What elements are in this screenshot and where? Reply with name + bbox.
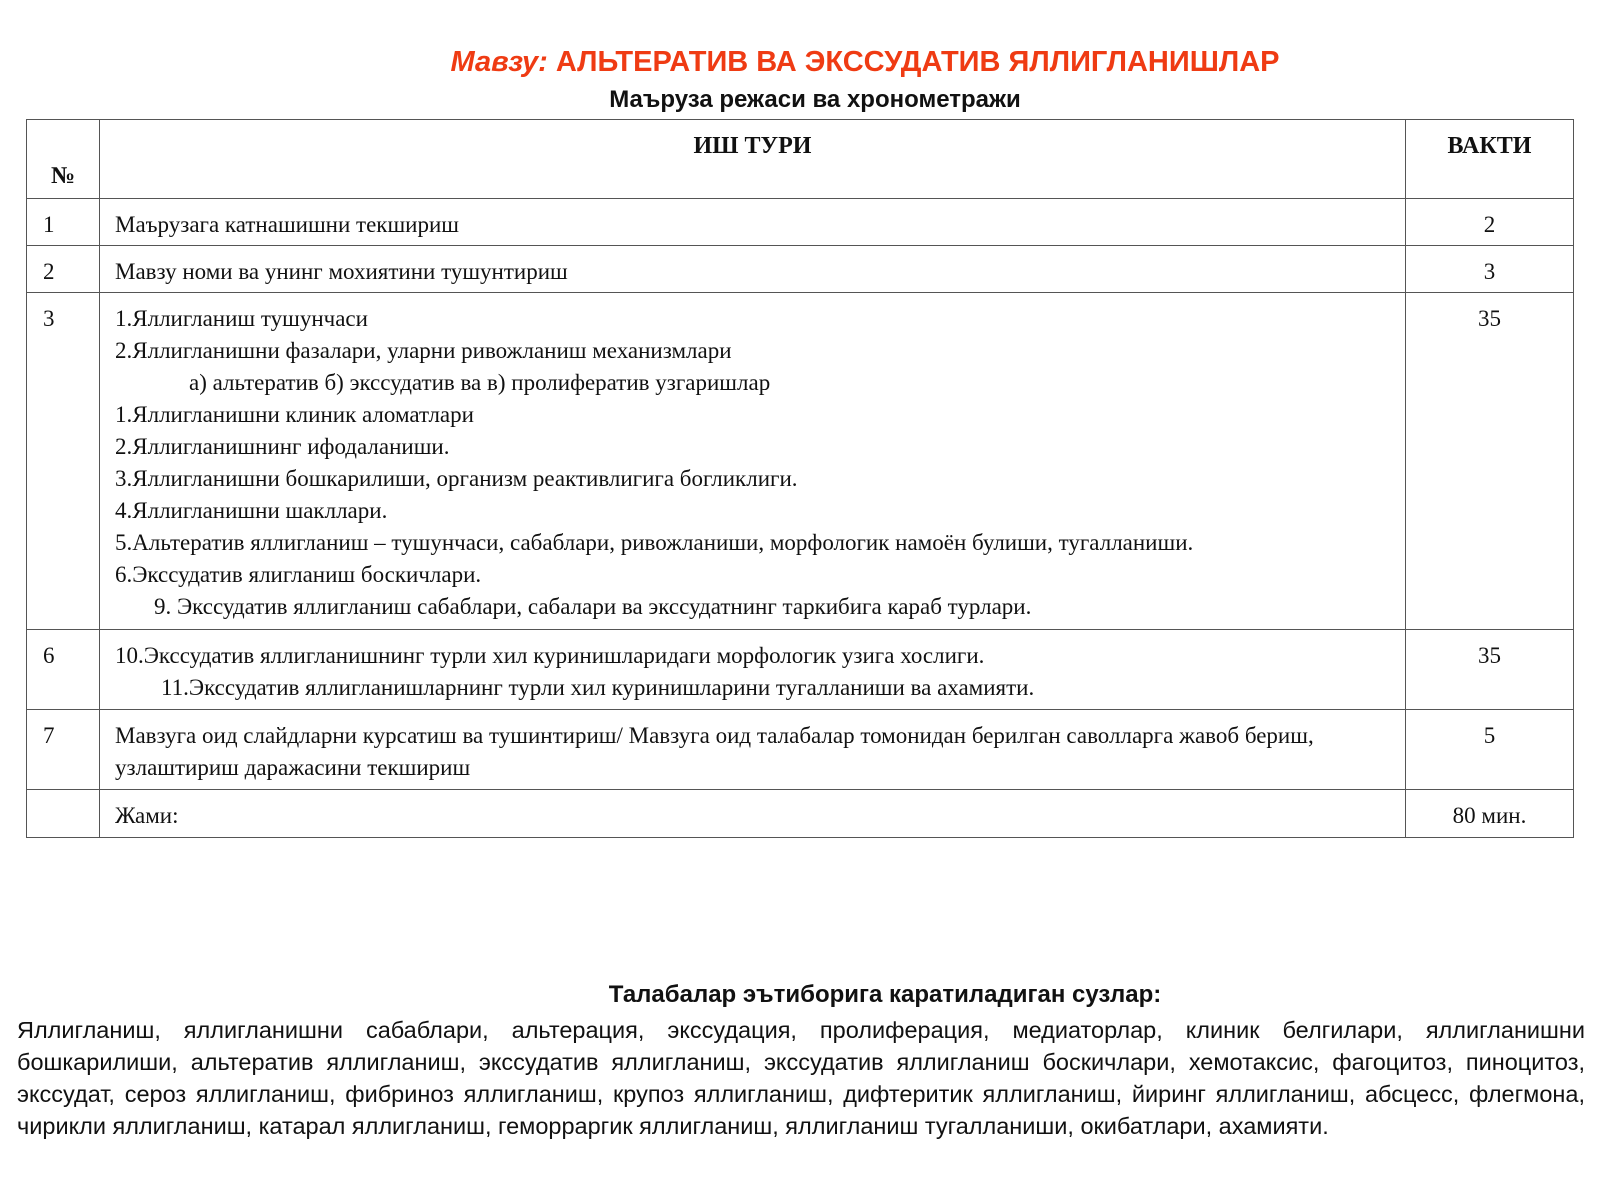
- work-line: Жами:: [115, 803, 179, 828]
- work-line: 4.Яллигланишни шакллари.: [115, 498, 388, 523]
- row-num: 6: [27, 630, 100, 710]
- page-title: [0, 46, 1600, 79]
- work-line: 1.Яллигланишни клиник аломатлари: [115, 402, 474, 427]
- row-num: 2: [27, 246, 100, 293]
- header-time: ВАКТИ: [1406, 120, 1574, 199]
- row-work: [100, 199, 1406, 246]
- glossary-title: Талабалар эътиборига каратиладиган сузлар:: [608, 981, 1162, 1008]
- row-num: 3: [27, 293, 100, 630]
- table-total-row: [27, 790, 1574, 838]
- total-time: 80 мин.: [1406, 790, 1574, 838]
- row-work: [100, 246, 1406, 293]
- work-line: Маърузага катнашишни текшириш: [115, 212, 460, 237]
- work-line: 2.Яллигланишнинг ифодаланиши.: [115, 434, 450, 459]
- title-main: АЛЬТЕРАТИВ ВА ЭКССУДАТИВ ЯЛЛИГЛАНИШЛАР: [555, 46, 1280, 78]
- row-time: 35: [1406, 630, 1574, 710]
- lecture-plan-table: [26, 119, 1574, 838]
- row-time: 5: [1406, 710, 1574, 790]
- row-time: 35: [1406, 293, 1574, 630]
- work-line: Мавзуга оид слайдларни курсатиш ва тушинтириш/ Мавзуга оид талабалар томонидан берилган саволларга жавоб бериш, узлаштириш даражасини текшириш: [115, 723, 1314, 780]
- table-row: [27, 710, 1574, 790]
- row-time: 3: [1406, 246, 1574, 293]
- total-label: [100, 790, 1406, 838]
- title-lead: Мавзу:: [450, 46, 548, 78]
- row-num: [27, 790, 100, 838]
- work-line: 9. Экссудатив яллигланиш сабаблари, сабалари ва экссудатнинг таркибига караб турлари.: [154, 594, 1032, 619]
- work-line: 5.Альтератив яллигланиш – тушунчаси, сабаблари, ривожланиши, морфологик намоён булиши, тугалланиши.: [115, 530, 1194, 555]
- table-row: [27, 293, 1574, 630]
- row-time: 2: [1406, 199, 1574, 246]
- row-num: 7: [27, 710, 100, 790]
- table-header-row: [27, 120, 1574, 199]
- table-row: [27, 246, 1574, 293]
- work-line: а) альтератив б) экссудатив ва в) пролифератив узгаришлар: [189, 370, 771, 395]
- glossary-text: Яллигланиш, яллигланишни сабаблари, альтерация, экссудация, пролиферация, медиаторлар, клиник белгилари, яллигланишни бошкарилиши, альтератив яллигланиш, экссудатив яллигланиш, экссудатив яллигланиш боскичлари, хемотаксис, фагоцитоз, пиноцитоз, экссудат, сероз яллигланиш, фибриноз яллигланиш, крупоз яллигланиш, дифтеритик яллигланиш, йиринг яллигланиш, абсцесс, флегмона, чирикли яллигланиш, катарал яллигланиш, геморраргик яллигланиш, яллигланиш тугалланиши, окибатлари, ахамияти.: [17, 1017, 1585, 1139]
- work-line: Мавзу номи ва унинг мохиятини тушунтириш: [115, 259, 568, 284]
- work-line: 11.Экссудатив яллигланишларнинг турли хил куринишларини тугалланиши ва ахамияти.: [161, 675, 1035, 700]
- work-line: 10.Экссудатив яллигланишнинг турли хил куринишларидаги морфологик узига хослиги.: [115, 643, 985, 668]
- header-num: №: [27, 120, 100, 199]
- work-line: 3.Яллигланишни бошкарилиши, организм реактивлигига богликлиги.: [115, 466, 798, 491]
- work-line: 1.Яллигланиш тушунчаси: [115, 306, 368, 331]
- table-row: [27, 630, 1574, 710]
- work-line: 2.Яллигланишни фазалари, уларни ривожланиш механизмлари: [115, 338, 732, 363]
- header-work: ИШ ТУРИ: [100, 120, 1406, 199]
- work-line: 6.Экссудатив ялигланиш боскичлари.: [115, 562, 482, 587]
- row-work: [100, 710, 1406, 790]
- page-subtitle: Маъруза режаси ва хронометражи: [609, 86, 1021, 113]
- row-work: [100, 293, 1406, 630]
- row-num: 1: [27, 199, 100, 246]
- row-work: [100, 630, 1406, 710]
- table-row: [27, 199, 1574, 246]
